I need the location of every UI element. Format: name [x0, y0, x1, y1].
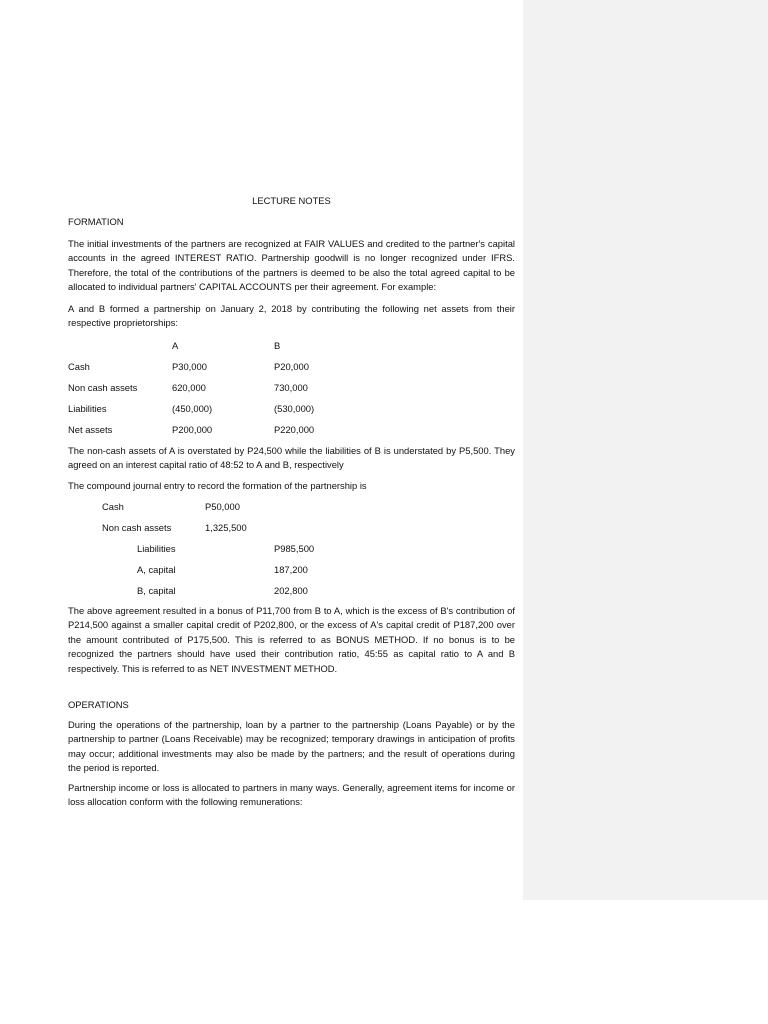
document-title: LECTURE NOTES: [252, 195, 331, 206]
row-value-b: 730,000: [274, 382, 308, 393]
row-value-a: (450,000): [172, 403, 213, 414]
debit-amount: 1,325,500: [205, 522, 247, 533]
debit-label: Non cash assets: [102, 522, 172, 533]
row-label: Net assets: [68, 424, 113, 435]
comment-pane: [523, 0, 768, 900]
row-label: Liabilities: [68, 403, 107, 414]
paragraph-income-allocation: Partnership income or loss is allocated to partners in many ways. Generally, agreement items for income or loss allocation conform with the following remunerations:: [68, 782, 515, 808]
debit-label: Cash: [102, 501, 124, 512]
paragraph-bonus-method: The above agreement resulted in a bonus of P11,700 from B to A, which is the excess of B's contribution of P214,500 against a smaller capital credit of P202,800, or the excess of A's capital credit of P187,200 over the amount contributed of P175,500. This is referred to as BONUS METHOD. If no bonus is to be recognized the partners should have used their contribution ratio, 45:55 as capital ratio to A and B respectively. This is referred to as NET INVESTMENT METHOD.: [68, 605, 515, 674]
paragraph-journal-intro: The compound journal entry to record the formation of the partnership is: [68, 480, 367, 491]
heading-formation: FORMATION: [68, 216, 124, 227]
credit-label: Liabilities: [137, 543, 176, 554]
credit-label: A, capital: [137, 564, 176, 575]
paragraph-example: A and B formed a partnership on January 2, 2018 by contributing the following net assets from their respective proprietorships:: [68, 303, 515, 329]
credit-amount: 187,200: [274, 564, 308, 575]
credit-label: B, capital: [137, 585, 176, 596]
heading-operations: OPERATIONS: [68, 699, 129, 710]
row-value-a: 620,000: [172, 382, 206, 393]
row-value-a: P30,000: [172, 361, 207, 372]
row-value-b: (530,000): [274, 403, 315, 414]
column-header-a: A: [172, 340, 179, 351]
row-label: Non cash assets: [68, 382, 138, 393]
paragraph-overstatement: The non-cash assets of A is overstated by P24,500 while the liabilities of B is understated by P5,500. They agreed on an interest capital ratio of 48:52 to A and B, respectively: [68, 445, 515, 471]
paragraph-operations: During the operations of the partnership, loan by a partner to the partnership (Loans Payable) or by the partnership to partner (Loans Receivable) may be recognized; temporary drawings in anticipation of profits may occur; additional investments may also be made by the partners; and the result of operations during the period is reported.: [68, 719, 515, 774]
row-label: Cash: [68, 361, 90, 372]
debit-amount: P50,000: [205, 501, 240, 512]
row-value-a: P200,000: [172, 424, 213, 435]
paragraph-formation-intro: The initial investments of the partners are recognized at FAIR VALUES and credited to the partner's capital accounts in the agreed INTEREST RATIO. Partnership goodwill is no longer recognized under IFRS. Therefore, the total of the contributions of the partners is deemed to be also the total agreed capital to be allocated to individual partners' CAPITAL ACCOUNTS per their agreement. For example:: [68, 238, 515, 293]
row-value-b: P220,000: [274, 424, 315, 435]
column-header-b: B: [274, 340, 281, 351]
credit-amount: P985,500: [274, 543, 315, 554]
row-value-b: P20,000: [274, 361, 309, 372]
credit-amount: 202,800: [274, 585, 308, 596]
